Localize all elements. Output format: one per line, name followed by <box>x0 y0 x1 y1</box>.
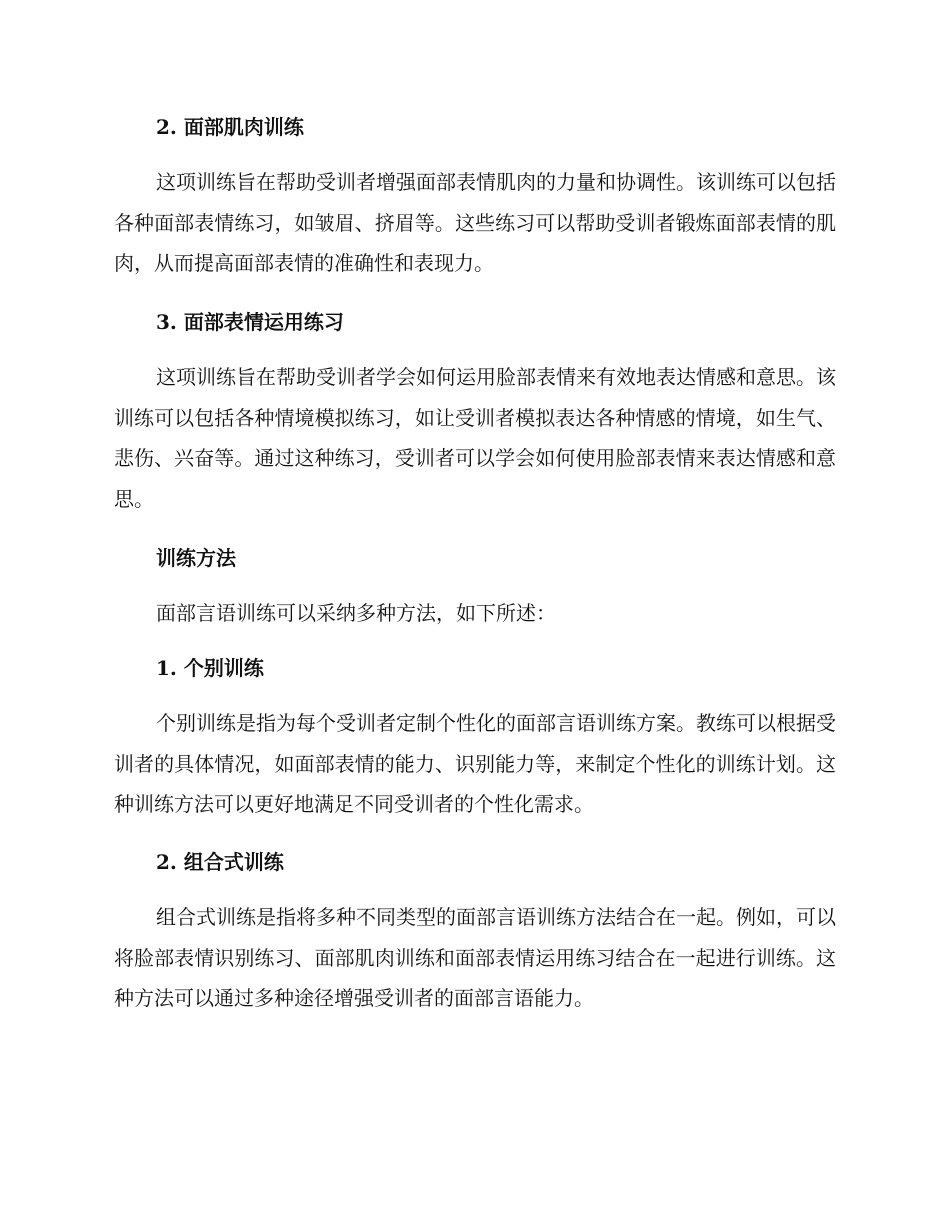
paragraph-facial-muscle-training: 这项训练旨在帮助受训者增强面部表情肌肉的力量和协调性。该训练可以包括各种面部表情练习，如皱眉、挤眉等。这些练习可以帮助受训者锻炼面部表情的肌肉，从而提高面部表情的准确性和表现力。 <box>114 170 836 276</box>
paragraph-combined-training: 组合式训练是指将多种不同类型的面部言语训练方法结合在一起。例如，可以将脸部表情识别练习、面部肌肉训练和面部表情运用练习结合在一起进行训练。这种方法可以通过多种途径增强受训者的面部言语能力。 <box>114 905 836 1011</box>
paragraph-training-methods-intro: 面部言语训练可以采纳多种方法，如下所述： <box>156 601 556 625</box>
section-heading-combined-training: 2. 组合式训练 <box>156 850 284 874</box>
paragraph-individual-training: 个别训练是指为每个受训者定制个性化的面部言语训练方案。教练可以根据受训者的具体情况，如面部表情的能力、识别能力等，来制定个性化的训练计划。这种训练方法可以更好地满足不同受训者的个性化需求。 <box>114 711 836 817</box>
paragraph-expression-application: 这项训练旨在帮助受训者学会如何运用脸部表情来有效地表达情感和意思。该训练可以包括各种情境模拟练习，如让受训者模拟表达各种情感的情境，如生气、悲伤、兴奋等。通过这种练习，受训者可以学会如何使用脸部表情来表达情感和意思。 <box>114 365 836 511</box>
section-heading-expression-application: 3. 面部表情运用练习 <box>156 310 344 334</box>
section-heading-facial-muscle-training: 2. 面部肌肉训练 <box>156 115 304 139</box>
section-heading-training-methods: 训练方法 <box>156 546 236 570</box>
section-heading-individual-training: 1. 个别训练 <box>156 656 264 680</box>
